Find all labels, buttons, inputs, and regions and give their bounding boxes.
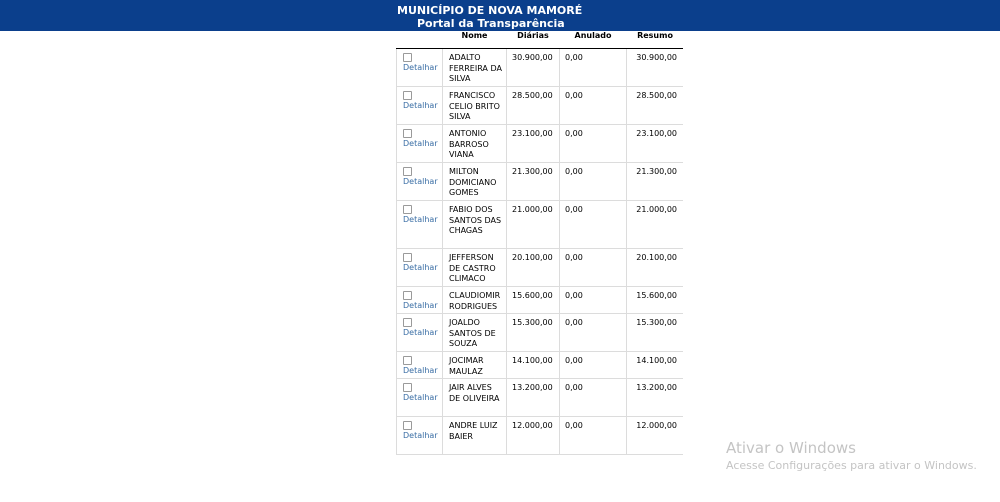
cell-anulado: 0,00 <box>560 352 627 379</box>
diarias-table <box>396 31 683 455</box>
detail-link[interactable] <box>397 352 443 379</box>
detail-label: Detalhar <box>403 63 438 72</box>
page-subtitle: Portal da Transparência <box>417 17 565 30</box>
broken-image-icon <box>403 205 412 214</box>
detail-label: Detalhar <box>403 215 438 224</box>
cell-nome: JOALDO SANTOS DE SOUZA <box>443 314 507 352</box>
table-row <box>397 125 684 163</box>
cell-anulado: 0,00 <box>560 49 627 87</box>
column-header-anulado: Anulado <box>560 31 627 49</box>
table-row <box>397 87 684 125</box>
cell-resumo: 28.500,00 <box>627 87 684 125</box>
cell-nome: FABIO DOS SANTOS DAS CHAGAS <box>443 201 507 249</box>
table-row <box>397 201 684 249</box>
broken-image-icon <box>403 421 412 430</box>
cell-resumo: 14.100,00 <box>627 352 684 379</box>
cell-diarias: 20.100,00 <box>507 249 560 287</box>
column-header-nome: Nome <box>443 31 507 49</box>
cell-diarias: 23.100,00 <box>507 125 560 163</box>
detail-link[interactable] <box>397 314 443 352</box>
watermark-title: Ativar o Windows <box>726 439 856 457</box>
table-row <box>397 379 684 417</box>
broken-image-icon <box>403 318 412 327</box>
broken-image-icon <box>403 53 412 62</box>
broken-image-icon <box>403 129 412 138</box>
cell-diarias: 13.200,00 <box>507 379 560 417</box>
detail-label: Detalhar <box>403 101 438 110</box>
table-row <box>397 287 684 314</box>
cell-nome: ANTONIO BARROSO VIANA <box>443 125 507 163</box>
cell-anulado: 0,00 <box>560 201 627 249</box>
detail-label: Detalhar <box>403 328 438 337</box>
cell-anulado: 0,00 <box>560 287 627 314</box>
detail-link[interactable] <box>397 417 443 455</box>
detail-link[interactable] <box>397 163 443 201</box>
detail-link[interactable] <box>397 49 443 87</box>
cell-resumo: 21.300,00 <box>627 163 684 201</box>
cell-resumo: 23.100,00 <box>627 125 684 163</box>
table-row <box>397 314 684 352</box>
detail-label: Detalhar <box>403 139 438 148</box>
column-header-resumo: Resumo <box>627 31 684 49</box>
detail-link[interactable] <box>397 125 443 163</box>
windows-activation-watermark <box>726 439 977 472</box>
cell-resumo: 15.300,00 <box>627 314 684 352</box>
cell-anulado: 0,00 <box>560 87 627 125</box>
broken-image-icon <box>403 91 412 100</box>
watermark-subtitle: Acesse Configurações para ativar o Windows. <box>726 459 977 472</box>
detail-label: Detalhar <box>403 263 438 272</box>
cell-nome: ADALTO FERREIRA DA SILVA <box>443 49 507 87</box>
detail-label: Detalhar <box>403 393 438 402</box>
cell-resumo: 13.200,00 <box>627 379 684 417</box>
cell-nome: JOCIMAR MAULAZ <box>443 352 507 379</box>
broken-image-icon <box>403 383 412 392</box>
cell-diarias: 15.600,00 <box>507 287 560 314</box>
cell-resumo: 21.000,00 <box>627 201 684 249</box>
page-header <box>0 0 1000 31</box>
detail-label: Detalhar <box>403 366 438 375</box>
column-header-detail <box>397 31 443 49</box>
cell-diarias: 28.500,00 <box>507 87 560 125</box>
detail-link[interactable] <box>397 87 443 125</box>
table-row <box>397 163 684 201</box>
cell-nome: CLAUDIOMIR RODRIGUES <box>443 287 507 314</box>
diarias-table-container <box>396 31 683 502</box>
cell-nome: JEFFERSON DE CASTRO CLIMACO <box>443 249 507 287</box>
cell-diarias: 21.000,00 <box>507 201 560 249</box>
cell-nome: MILTON DOMICIANO GOMES <box>443 163 507 201</box>
cell-anulado: 0,00 <box>560 125 627 163</box>
cell-diarias: 30.900,00 <box>507 49 560 87</box>
broken-image-icon <box>403 356 412 365</box>
page-title: MUNICÍPIO DE NOVA MAMORÉ <box>397 4 583 17</box>
cell-resumo: 12.000,00 <box>627 417 684 455</box>
broken-image-icon <box>403 253 412 262</box>
table-row <box>397 49 684 87</box>
cell-diarias: 14.100,00 <box>507 352 560 379</box>
detail-label: Detalhar <box>403 431 438 440</box>
broken-image-icon <box>403 167 412 176</box>
table-header-row <box>397 31 684 49</box>
detail-label: Detalhar <box>403 301 438 310</box>
cell-anulado: 0,00 <box>560 314 627 352</box>
detail-link[interactable] <box>397 379 443 417</box>
cell-resumo: 15.600,00 <box>627 287 684 314</box>
cell-diarias: 21.300,00 <box>507 163 560 201</box>
detail-link[interactable] <box>397 201 443 249</box>
cell-resumo: 20.100,00 <box>627 249 684 287</box>
table-row <box>397 417 684 455</box>
cell-anulado: 0,00 <box>560 417 627 455</box>
cell-nome: JAIR ALVES DE OLIVEIRA <box>443 379 507 417</box>
broken-image-icon <box>403 291 412 300</box>
cell-anulado: 0,00 <box>560 163 627 201</box>
cell-nome: ANDRE LUIZ BAIER <box>443 417 507 455</box>
table-row <box>397 352 684 379</box>
cell-diarias: 15.300,00 <box>507 314 560 352</box>
table-row <box>397 249 684 287</box>
detail-link[interactable] <box>397 249 443 287</box>
cell-diarias: 12.000,00 <box>507 417 560 455</box>
detail-link[interactable] <box>397 287 443 314</box>
cell-nome: FRANCISCO CELIO BRITO SILVA <box>443 87 507 125</box>
cell-anulado: 0,00 <box>560 379 627 417</box>
detail-label: Detalhar <box>403 177 438 186</box>
cell-anulado: 0,00 <box>560 249 627 287</box>
cell-resumo: 30.900,00 <box>627 49 684 87</box>
column-header-diarias: Diárias <box>507 31 560 49</box>
